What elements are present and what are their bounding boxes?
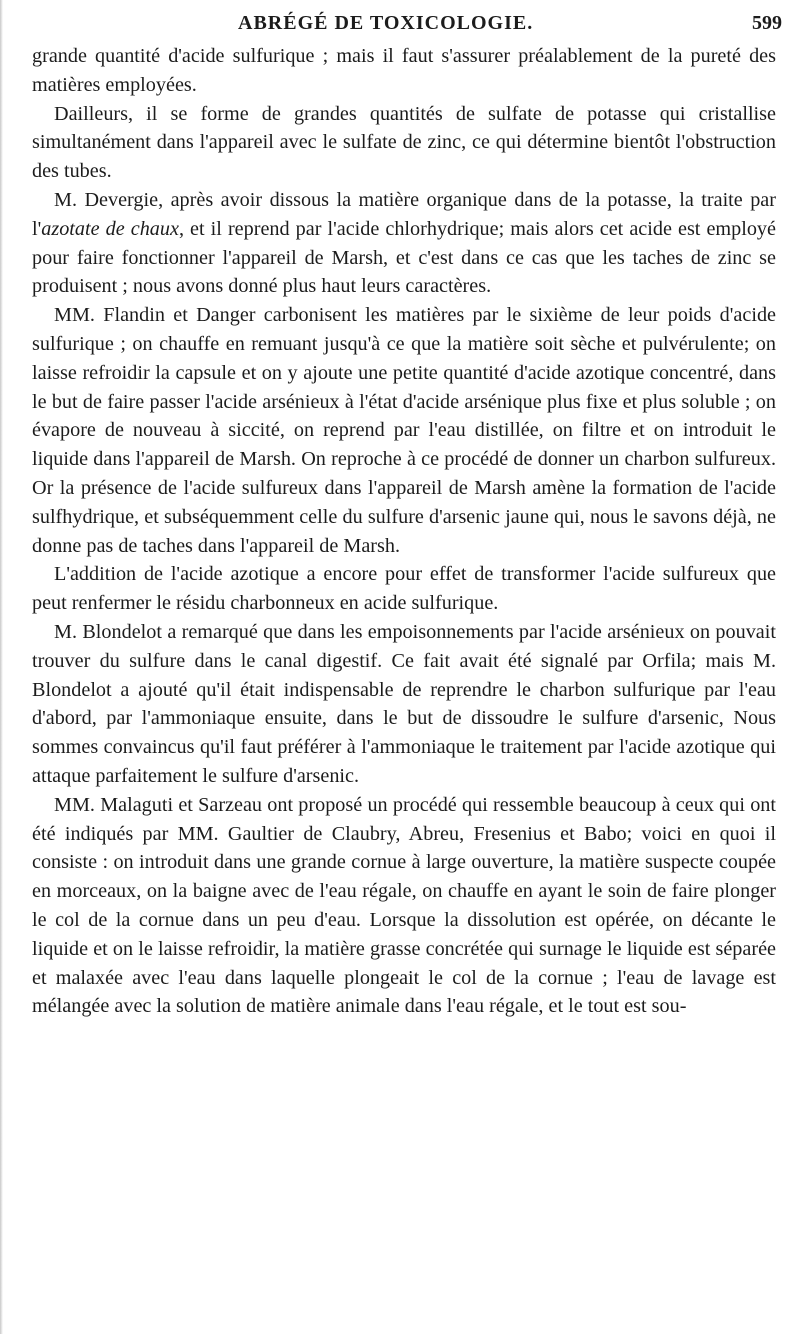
paragraph-text: MM. Flandin et Danger carbonisent les matières par le sixième de leur poids d'acide sulfurique ; on chauffe en remuant jusqu'à ce que la matière soit sèche et pulvérulente; on laisse refroidir la capsule et on y ajoute une petite quantité d'acide azotique concentré, dans le but de faire passer l'acide arsénieux à l'état d'acide arsénique plus fixe et plus soluble ; on évapore de nouveau à siccité, on reprend par l'eau distillée, on filtre et on introduit le liquide dans l'appareil de Marsh. On reproche à ce procédé de donner un charbon sulfureux. Or la présence de l'acide sulfureux dans l'appareil de Marsh amène la formation de l'acide sulfhydrique, et subséquemment celle du sulfure d'arsenic jaune qui, nous le savons déjà, ne donne pas de taches dans l'appareil de Marsh. xyxy=(32,304,776,557)
paragraph-1 xyxy=(32,42,776,100)
paragraph-3 xyxy=(32,186,776,301)
paragraph-text: M. Devergie, après avoir dissous la matière organique dans de la potasse, la traite par l' xyxy=(32,188,776,240)
paragraph-text: , et il reprend par l'acide chlorhydrique; mais alors cet acide est employé pour faire fonctionner l'appareil de Marsh, et c'est dans ce cas que les taches de zinc se produisent ; nous avons donné plus haut leurs caractères. xyxy=(32,217,776,298)
page-edge-shadow xyxy=(0,0,3,1334)
paragraph-2 xyxy=(32,100,776,186)
paragraph-text: L'addition de l'acide azotique a encore pour effet de transformer l'acide sulfureux que peut renfermer le résidu charbonneux en acide sulfurique. xyxy=(32,563,776,615)
page-number: 599 xyxy=(752,12,782,34)
paragraph-text: M. Blondelot a remarqué que dans les empoisonnements par l'acide arsénieux on pouvait trouver du sulfure dans le canal digestif. Ce fait avait été signalé par Orfila; mais M. Blondelot a ajouté qu'il était indispensable de reprendre le charbon sulfurique par l'eau d'abord, par l'ammoniaque ensuite, dans le but de dissoudre le sulfure d'arsenic, Nous sommes convaincus qu'il faut préférer à l'ammoniaque le traitement par l'acide azotique qui attaque parfaitement le sulfure d'arsenic. xyxy=(32,620,776,787)
paragraph-text: grande quantité d'acide sulfurique ; mais il faut s'assurer préalablement de la pureté des matières employées. xyxy=(32,45,776,96)
running-title: ABRÉGÉ DE TOXICOLOGIE. xyxy=(238,12,534,34)
paragraph-4 xyxy=(32,301,776,560)
body-text xyxy=(32,42,776,1021)
paragraph-7 xyxy=(32,791,776,1021)
paragraph-6 xyxy=(32,618,776,791)
paragraph-text: Dailleurs, il se forme de grandes quantités de sulfate de potasse qui cristallise simultanément dans l'appareil avec le sulfate de zinc, ce qui détermine bientôt l'obstruction des tubes. xyxy=(32,102,776,183)
italic-term-azotate-de-chaux: azotate de chaux xyxy=(41,217,179,240)
paragraph-text: MM. Malaguti et Sarzeau ont proposé un procédé qui ressemble beaucoup à ceux qui ont été indiqués par MM. Gaultier de Claubry, Abreu, Fresenius et Babo; voici en quoi il consiste : on introduit dans une grande cornue à large ouverture, la matière suspecte coupée en morceaux, on la baigne avec de l'eau régale, on chauffe en ayant le soin de faire plonger le col de la cornue dans un peu d'eau. Lorsque la dissolution est opérée, on décante le liquide et on le laisse refroidir, la matière grasse concrétée qui surnage le liquide est séparée et malaxée avec l'eau dans laquelle plongeait le col de la cornue ; l'eau de lavage est mélangée avec la solution de matière animale dans l'eau régale, et le tout est sou- xyxy=(32,793,776,1018)
paragraph-5 xyxy=(32,560,776,618)
